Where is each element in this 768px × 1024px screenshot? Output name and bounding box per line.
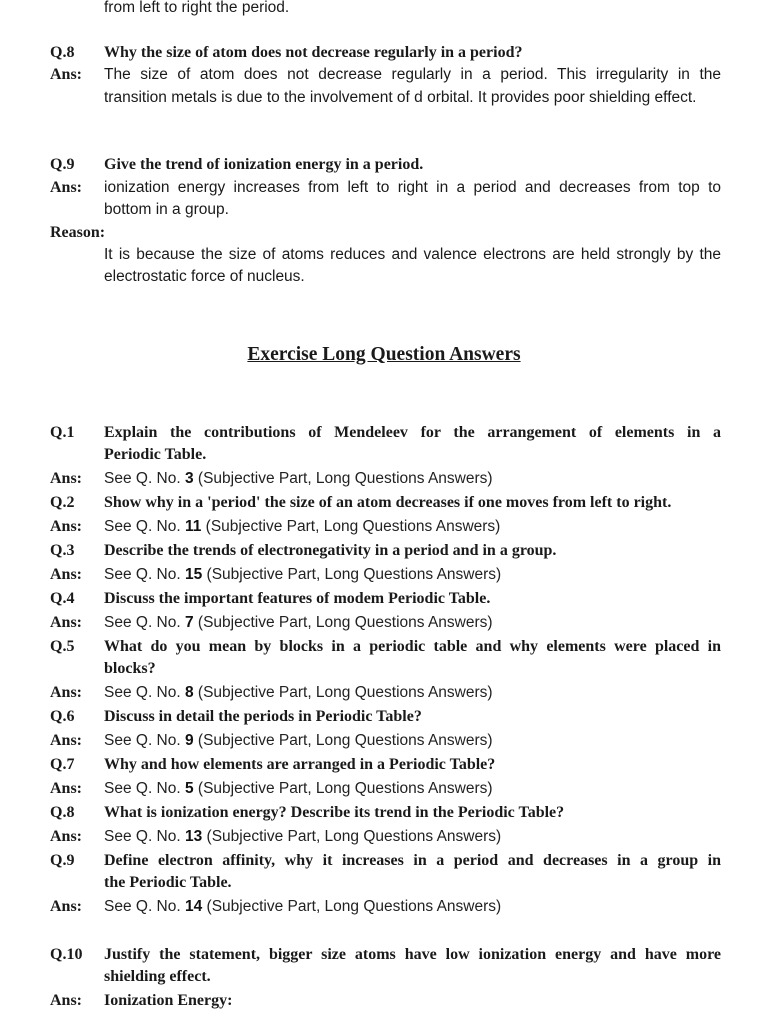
lq9-question-line1: Define electron affinity, why it increases in a period and decreases in a group in: [104, 852, 721, 869]
reason-line2: electrostatic force of nucleus.: [104, 268, 305, 285]
lq2-label: Q.2: [50, 494, 75, 511]
q8-short-ans-label: Ans:: [50, 66, 83, 83]
la4-label: Ans:: [50, 614, 83, 631]
q8-short-answer-line1: The size of atom does not decrease regularly in a period. This irregularity in the: [104, 66, 721, 83]
lq10-question-line1: Justify the statement, bigger size atoms have low ionization energy and have more: [104, 946, 721, 963]
la6-answer: See Q. No. 9 (Subjective Part, Long Questions Answers): [104, 732, 493, 749]
lq10-question-line2: shielding effect.: [104, 968, 211, 985]
intro-tail-text: from left to right the period.: [104, 0, 290, 16]
lq9-label: Q.9: [50, 852, 75, 869]
reason-label: Reason:: [50, 224, 106, 241]
lq3-question: Describe the trends of electronegativity in a period and in a group.: [104, 542, 557, 559]
la1-answer: See Q. No. 3 (Subjective Part, Long Questions Answers): [104, 470, 493, 487]
la7-answer: See Q. No. 5 (Subjective Part, Long Questions Answers): [104, 780, 493, 797]
la3-label: Ans:: [50, 566, 83, 583]
q8-short-label: Q.8: [50, 44, 75, 61]
la9-label: Ans:: [50, 898, 83, 915]
section-title: Exercise Long Question Answers: [247, 344, 521, 365]
lq6-question: Discuss in detail the periods in Periodic Table?: [104, 708, 422, 725]
la7-label: Ans:: [50, 780, 83, 797]
q8-short-question: Why the size of atom does not decrease regularly in a period?: [104, 44, 523, 61]
lq7-label: Q.7: [50, 756, 75, 773]
lq1-label: Q.1: [50, 424, 75, 441]
q9-short-answer-line2: bottom in a group.: [104, 201, 229, 218]
la2-label: Ans:: [50, 518, 83, 535]
lq5-question-line2: blocks?: [104, 660, 156, 677]
q9-short-answer-line1: ionization energy increases from left to right in a period and decreases from top to: [104, 179, 721, 196]
la8-label: Ans:: [50, 828, 83, 845]
lq10-label: Q.10: [50, 946, 83, 963]
lq1-question-line2: Periodic Table.: [104, 446, 207, 463]
lq1-question-line1: Explain the contributions of Mendeleev for the arrangement of elements in a: [104, 424, 721, 441]
la6-label: Ans:: [50, 732, 83, 749]
la10-heading: Ionization Energy:: [104, 992, 233, 1009]
la5-answer: See Q. No. 8 (Subjective Part, Long Questions Answers): [104, 684, 493, 701]
lq2-question: Show why in a 'period' the size of an atom decreases if one moves from left to right.: [104, 494, 672, 511]
la4-answer: See Q. No. 7 (Subjective Part, Long Questions Answers): [104, 614, 493, 631]
lq7-question: Why and how elements are arranged in a Periodic Table?: [104, 756, 496, 773]
lq3-label: Q.3: [50, 542, 75, 559]
q8-short-answer-line2: transition metals is due to the involvement of d orbital. It provides poor shielding effect.: [104, 89, 697, 106]
la9-answer: See Q. No. 14 (Subjective Part, Long Questions Answers): [104, 898, 502, 915]
lq9-question-line2: the Periodic Table.: [104, 874, 232, 891]
q9-short-question: Give the trend of ionization energy in a period.: [104, 156, 424, 173]
lq6-label: Q.6: [50, 708, 75, 725]
lq4-label: Q.4: [50, 590, 75, 607]
lq8-label: Q.8: [50, 804, 75, 821]
la5-label: Ans:: [50, 684, 83, 701]
la2-answer: See Q. No. 11 (Subjective Part, Long Questions Answers): [104, 518, 501, 535]
reason-line1: It is because the size of atoms reduces and valence electrons are held strongly by the: [104, 246, 721, 263]
la8-answer: See Q. No. 13 (Subjective Part, Long Questions Answers): [104, 828, 502, 845]
q9-short-ans-label: Ans:: [50, 179, 83, 196]
la10-label: Ans:: [50, 992, 83, 1009]
q9-short-label: Q.9: [50, 156, 75, 173]
la1-label: Ans:: [50, 470, 83, 487]
lq5-label: Q.5: [50, 638, 75, 655]
lq5-question-line1: What do you mean by blocks in a periodic table and why elements were placed in: [104, 638, 721, 655]
lq8-question: What is ionization energy? Describe its trend in the Periodic Table?: [104, 804, 565, 821]
la3-answer: See Q. No. 15 (Subjective Part, Long Questions Answers): [104, 566, 502, 583]
lq4-question: Discuss the important features of modem Periodic Table.: [104, 590, 491, 607]
